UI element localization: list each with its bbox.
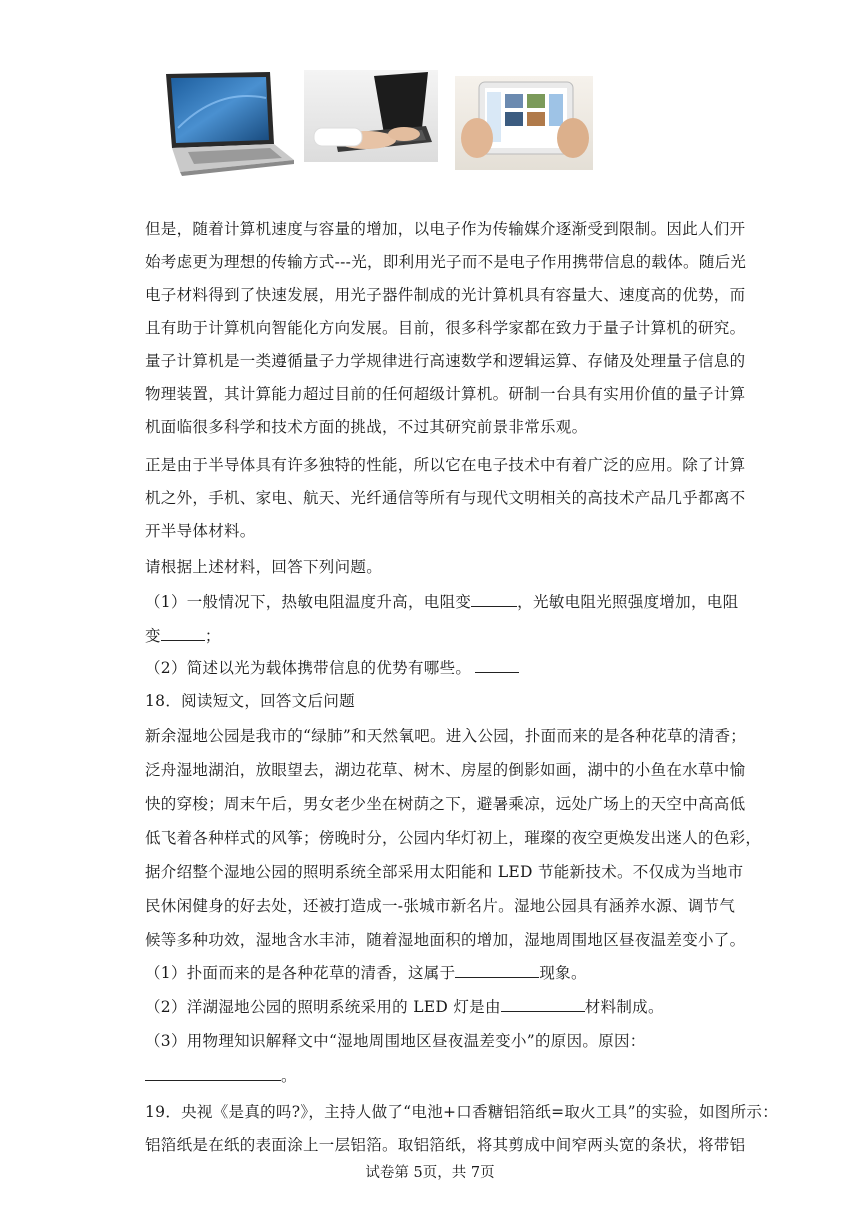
question-text: （2）简述以光为载体携带信息的优势有哪些。 (145, 659, 472, 677)
question-17-1-cont (145, 626, 221, 646)
answer-blank[interactable] (501, 997, 585, 1012)
text-line: 新余湿地公园是我市的“绿肺”和天然氧吧。进入公园，扑面而来的是各种花草的清香； (145, 727, 747, 745)
question-17-1 (145, 592, 738, 612)
text-line: 机之外，手机、家电、航天、光纤通信等所有与现代文明相关的高技术产品几乎都离不 (145, 489, 746, 507)
text-line: 电子材料得到了快速发展，用光子器件制成的光计算机具有容量大、速度高的优势，而 (145, 286, 746, 304)
question-19: 19．央视《是真的吗?》，主持人做了“电池+口香糖铝箔纸=取火工具”的实验，如图所示： (145, 1103, 779, 1121)
answer-blank[interactable] (455, 963, 539, 978)
laptop-image (158, 68, 296, 176)
question-text: 材料制成。 (584, 998, 664, 1016)
text-line: 铝箔纸是在纸的表面涂上一层铝箔。取铝箔纸，将其剪成中间窄两头宽的条状，将带铝 (145, 1136, 746, 1154)
question-17-2 (145, 658, 519, 678)
question-text: 变 (145, 627, 161, 645)
text-line: 候等多种功效，湿地含水丰沛，随着湿地面积的增加，湿地周围地区昼夜温差变小了。 (145, 931, 746, 949)
question-prompt: 请根据上述材料，回答下列问题。 (145, 558, 383, 576)
typing-hands-image (304, 70, 438, 162)
text-line: 但是，随着计算机速度与容量的增加，以电子作为传输媒介逐渐受到限制。因此人们开 (145, 220, 746, 238)
text-line: 民休闲健身的好去处，还被打造成一-张城市新名片。湿地公园具有涵养水源、调节气 (145, 897, 736, 915)
text-line: 物理装置，其计算能力超过目前的任何超级计算机。研制一台具有实用价值的量子计算 (145, 385, 746, 403)
question-text: （1）扑面而来的是各种花草的清香，这属于 (145, 964, 456, 982)
answer-blank[interactable] (471, 592, 517, 607)
answer-blank[interactable] (145, 1066, 281, 1081)
text-line: 量子计算机是一类遵循量子力学规律进行高速数学和逻辑运算、存储及处理量子信息的 (145, 352, 746, 370)
answer-blank[interactable] (161, 626, 205, 641)
text-line: 低飞着各种样式的风筝；傍晚时分，公园内华灯初上，璀璨的夜空更焕发出迷人的色彩， (145, 829, 762, 847)
text-line: 泛舟湿地湖泊，放眼望去，湖边花草、树木、房屋的倒影如画，湖中的小鱼在水草中愉 (145, 761, 746, 779)
question-text: ，光敏电阻光照强度增加，电阻 (517, 593, 739, 611)
text-line: 机面临很多科学和技术方面的挑战，不过其研究前景非常乐观。 (145, 418, 588, 436)
question-18-3-answer (145, 1066, 297, 1086)
answer-blank[interactable] (475, 658, 519, 673)
question-18-2 (145, 997, 664, 1017)
text-line: 始考虑更为理想的传输方式---光，即利用光子而不是电子作用携带信息的载体。随后光 (145, 253, 747, 271)
text-line: 据介绍整个湿地公园的照明系统全部采用太阳能和 LED 节能新技术。不仅成为当地市 (145, 863, 744, 881)
text-line: 且有助于计算机向智能化方向发展。目前，很多科学家都在致力于量子计算机的研究。 (145, 319, 746, 337)
question-18-1 (145, 963, 587, 983)
text-line: 开半导体材料。 (145, 522, 256, 540)
text-line: 快的穿梭；周末午后，男女老少坐在树荫之下，避暑乘凉，远处广场上的天空中高高低 (145, 795, 746, 813)
question-text: （2）洋湖湿地公园的照明系统采用的 LED 灯是由 (145, 998, 501, 1016)
question-18-3: （3）用物理知识解释文中“湿地周围地区昼夜温差变小”的原因。原因： (145, 1032, 646, 1050)
question-text: ； (204, 627, 221, 645)
question-text: （1）一般情况下，热敏电阻温度升高，电阻变 (145, 593, 472, 611)
text-line: 正是由于半导体具有许多独特的性能，所以它在电子技术中有着广泛的应用。除了计算 (145, 456, 746, 474)
question-18-title: 18．阅读短文，回答文后问题 (145, 692, 355, 710)
question-text: 。 (281, 1067, 297, 1085)
question-text: 现象。 (539, 964, 587, 982)
tablet-hands-image (455, 76, 593, 170)
page-footer: 试卷第 5页，共 7页 (365, 1165, 495, 1181)
